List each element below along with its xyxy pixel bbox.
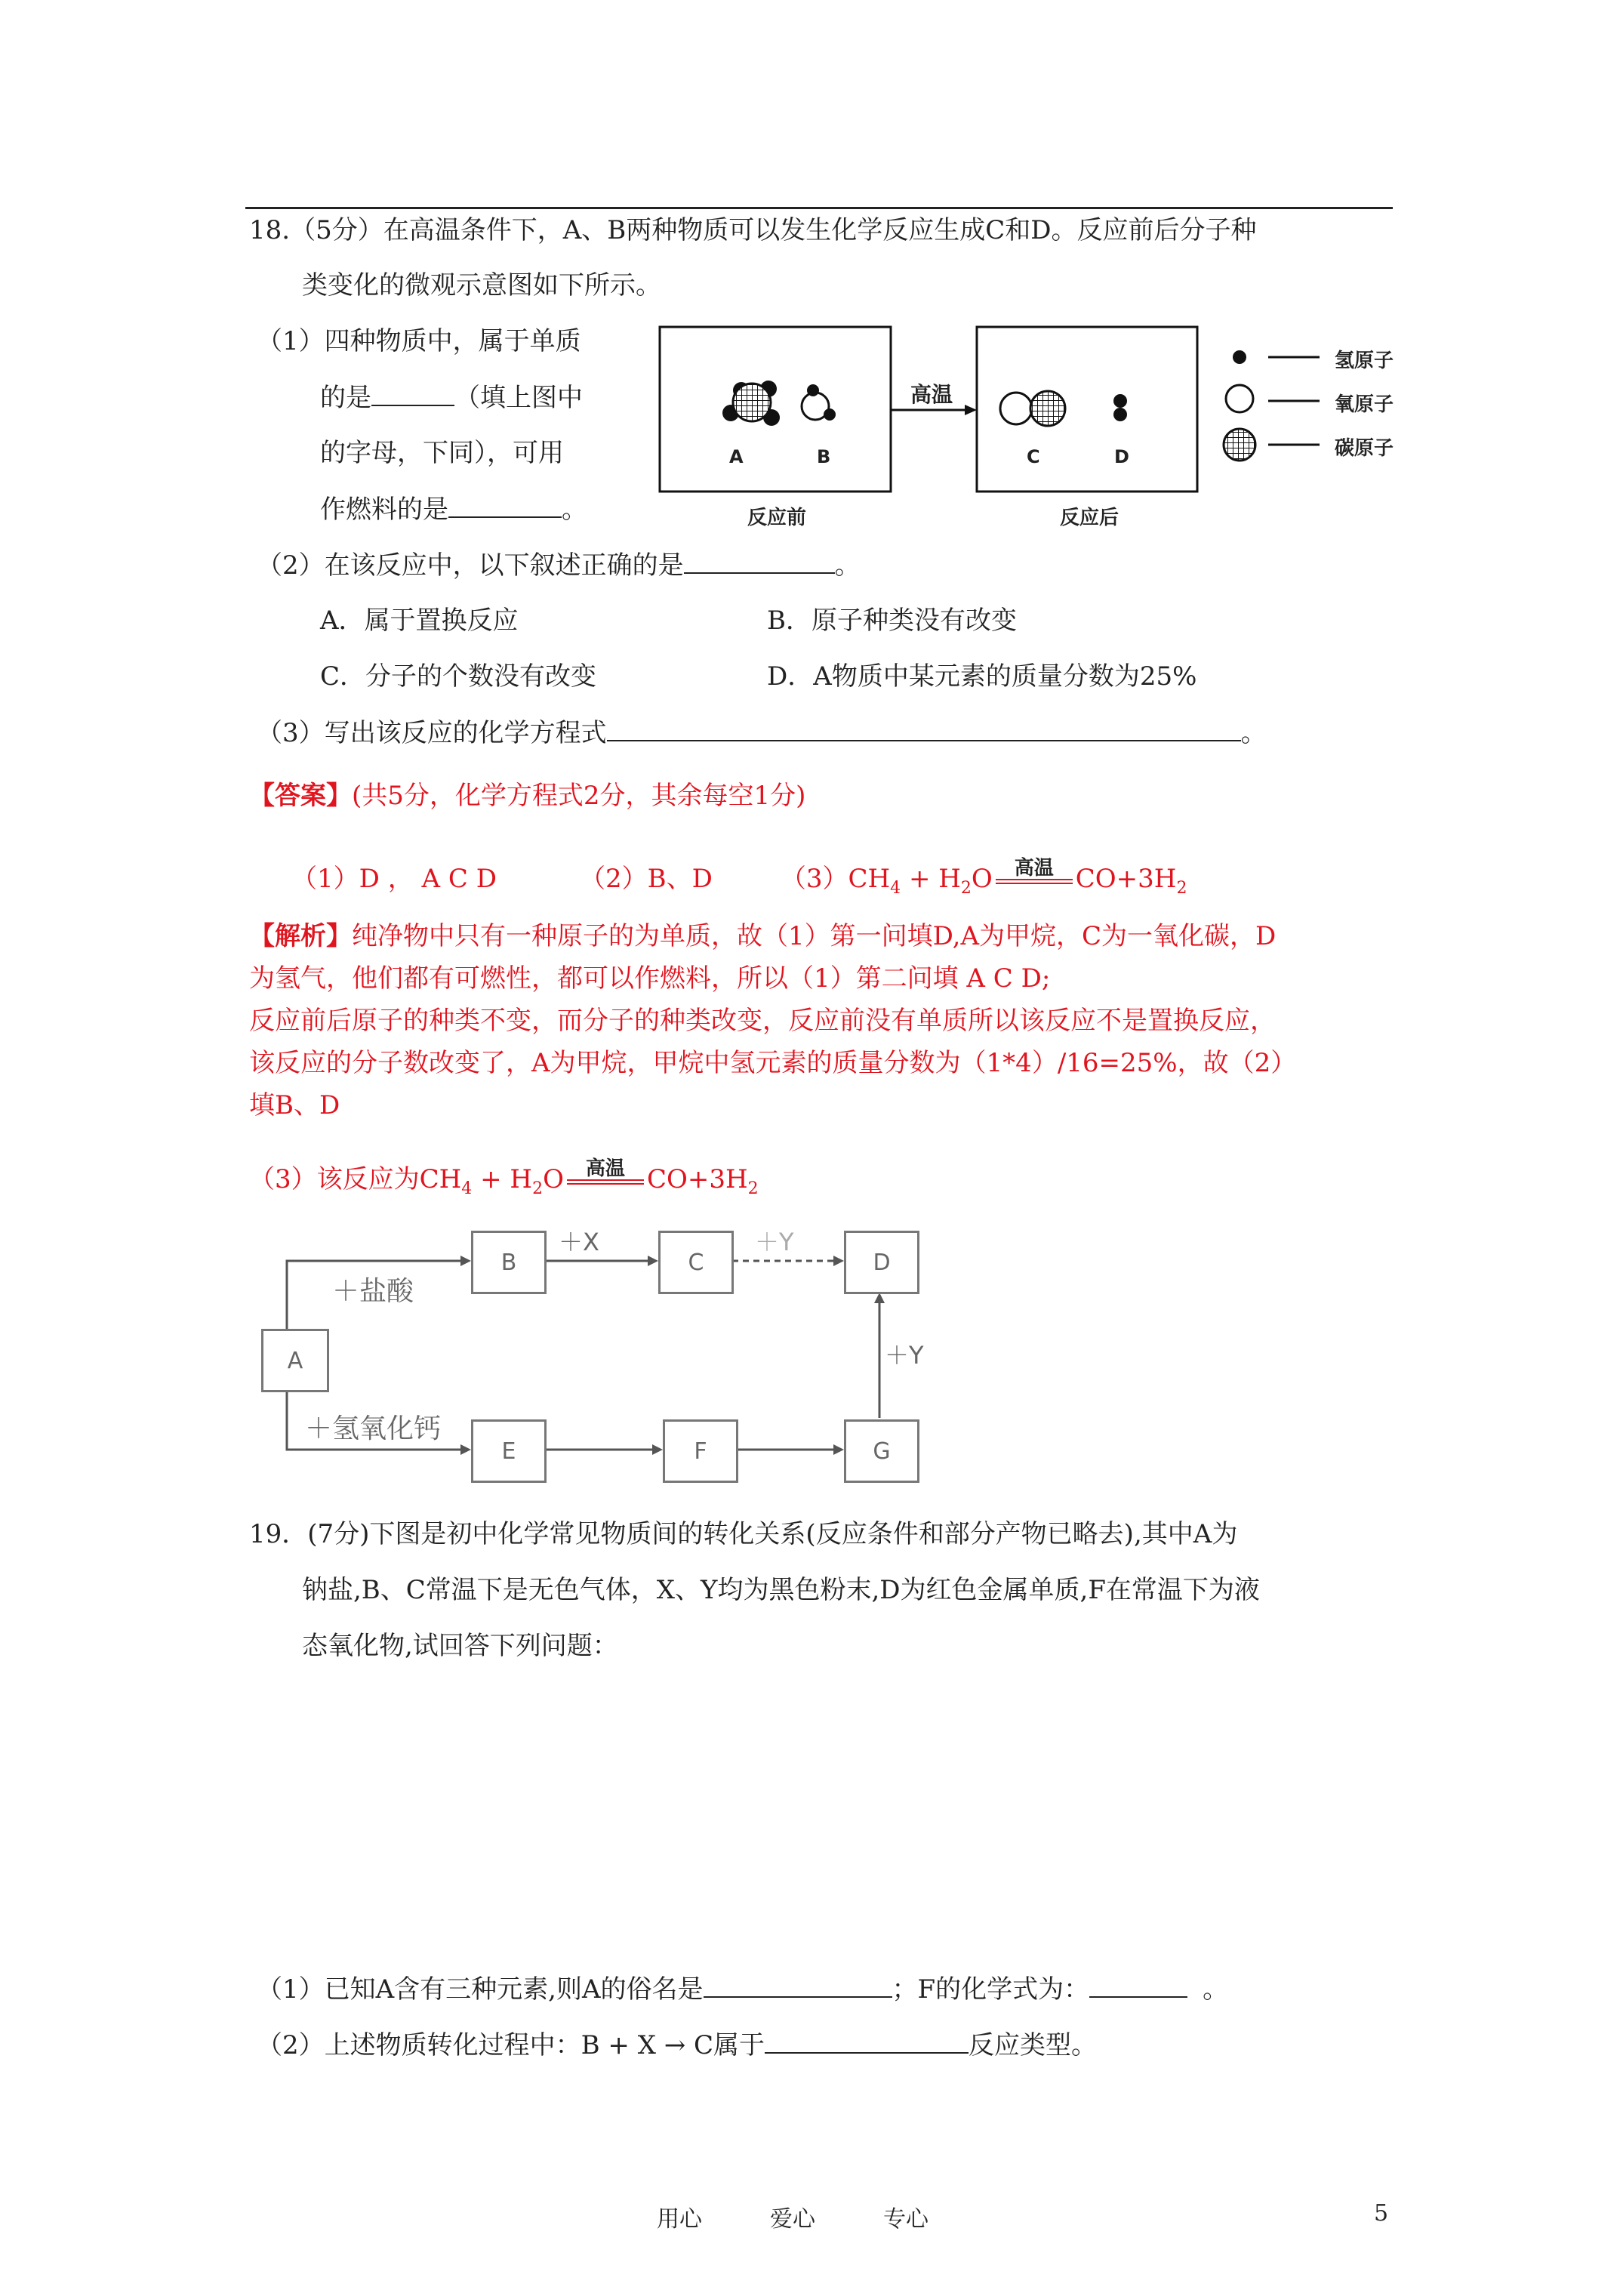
q19-line1: 19．(7分)下图是初中化学常见物质间的转化关系(反应条件和部分产物已略去),其中A为 — [249, 1519, 1238, 1549]
q18-part1b: 的是 （填上图中 — [320, 383, 583, 413]
label-a: A — [729, 446, 744, 467]
footer-slogan: 用心 爱心 专心 — [657, 2206, 929, 2233]
label-after: 反应后 — [1060, 507, 1119, 529]
q18-line2: 类变化的微观示意图如下所示。 — [302, 270, 661, 300]
flow-node-a: A — [261, 1329, 329, 1392]
molecule-c-co — [1000, 391, 1065, 426]
q19-blank-2[interactable] — [1089, 1974, 1187, 1998]
reaction-figure — [657, 321, 1472, 536]
flow-label-y-top: ＋Y — [755, 1228, 794, 1256]
flow-node-b: B — [471, 1231, 547, 1294]
molecule-b-water — [802, 384, 836, 421]
label-c: C — [1027, 446, 1040, 467]
q19-line3: 态氧化物,试回答下列问题： — [302, 1631, 618, 1661]
page-number: 5 — [1374, 2200, 1389, 2227]
label-d: D — [1114, 446, 1129, 467]
q19-line2: 钠盐,B、C常温下是无色气体，X、Y均为黑色粉末,D为红色金属单质,F在常温下为液 — [302, 1575, 1260, 1605]
answer-heading: 【答案】(共5分，化学方程式2分，其余每空1分) — [249, 781, 806, 811]
analysis-line4: 该反应的分子数改变了，A为甲烷，甲烷中氢元素的质量分数为（1*4）/16=25%，故（2） — [249, 1048, 1297, 1078]
option-d: D．A物质中某元素的质量分数为25% — [767, 661, 1197, 692]
flow-label-x: ＋X — [559, 1228, 599, 1256]
legend — [1224, 350, 1320, 461]
q18-blank-3[interactable] — [684, 550, 835, 574]
flow-node-d: D — [844, 1231, 919, 1294]
flow-label-caoh2: ＋氢氧化钙 — [305, 1413, 442, 1444]
molecule-d-h2 — [1113, 394, 1127, 421]
q18-part2: （2）在该反应中，以下叙述正确的是 。 — [257, 550, 861, 581]
q18-blank-2[interactable] — [448, 494, 562, 518]
arrow-condition: 高温 — [910, 382, 953, 407]
oxygen-legend-icon — [1226, 385, 1253, 412]
q18-part1a: （1）四种物质中，属于单质 — [257, 326, 581, 356]
flow-chart — [249, 1223, 951, 1487]
carbon-legend-icon — [1224, 429, 1255, 461]
label-b: B — [817, 446, 831, 467]
q19-blank-1[interactable] — [704, 1974, 892, 1998]
legend-oxygen: 氧原子 — [1335, 393, 1394, 416]
option-a: A．属于置换反应 — [320, 606, 519, 636]
flow-label-hcl: ＋盐酸 — [332, 1276, 414, 1307]
q19-part2: （2）上述物质转化过程中：B + X → C属于 反应类型。 — [257, 2030, 1098, 2060]
flow-node-g: G — [844, 1419, 919, 1483]
q18-blank-1[interactable] — [371, 382, 454, 406]
analysis-line2: 为氢气，他们都有可燃性，都可以作燃料，所以（1）第二问填 A C D; — [249, 963, 1051, 994]
header-rule — [245, 207, 1393, 209]
analysis-line5: 填B、D — [249, 1090, 340, 1120]
molecule-a-methane — [722, 381, 780, 426]
option-b: B．原子种类没有改变 — [767, 606, 1017, 636]
hydrogen-legend-icon — [1233, 350, 1246, 364]
flow-node-c: C — [658, 1231, 734, 1294]
legend-carbon: 碳原子 — [1335, 437, 1394, 460]
before-box — [660, 327, 891, 492]
q19-part1: （1）已知A含有三种元素,则A的俗名是 ；F的化学式为： 。 — [257, 1974, 1229, 2005]
label-before: 反应前 — [747, 507, 807, 529]
q18-blank-4[interactable] — [607, 717, 1241, 741]
equation-arrow-2: 高温 — [564, 1164, 647, 1194]
flow-node-e: E — [471, 1419, 547, 1483]
answer-line: （1）D ， A C D （2）B、D $(3)CH_4 + H_2O$ 高温 $CO+3H_2$ — [291, 857, 1187, 898]
analysis-line6: （3）该反应为$CH_4 + H_2O$ 高温 $CO+3H_2$ — [249, 1157, 759, 1198]
q19-blank-3[interactable] — [765, 2029, 969, 2054]
q18-part1d: 作燃料的是 。 — [320, 495, 587, 525]
option-c: C．分子的个数没有改变 — [320, 661, 597, 692]
q18-part1c: 的字母，下同），可用 — [320, 438, 564, 468]
q18-line1: 18.（5分）在高温条件下，A、B两种物质可以发生化学反应生成C和D。反应前后分子种 — [249, 215, 1257, 245]
legend-hydrogen: 氢原子 — [1335, 350, 1394, 372]
q18-part3: （3）写出该反应的化学方程式 。 — [257, 718, 1267, 748]
flow-node-f: F — [663, 1419, 738, 1483]
analysis-line3: 反应前后原子的种类不变，而分子的种类改变，反应前没有单质所以该反应不是置换反应， — [249, 1006, 1276, 1036]
equation-arrow: 高温 — [993, 864, 1076, 894]
analysis-line1: 【解析】纯净物中只有一种原子的为单质，故（1）第一问填D,A为甲烷，C为一氧化碳，D — [249, 921, 1277, 951]
flow-label-y-right: ＋Y — [885, 1341, 924, 1370]
